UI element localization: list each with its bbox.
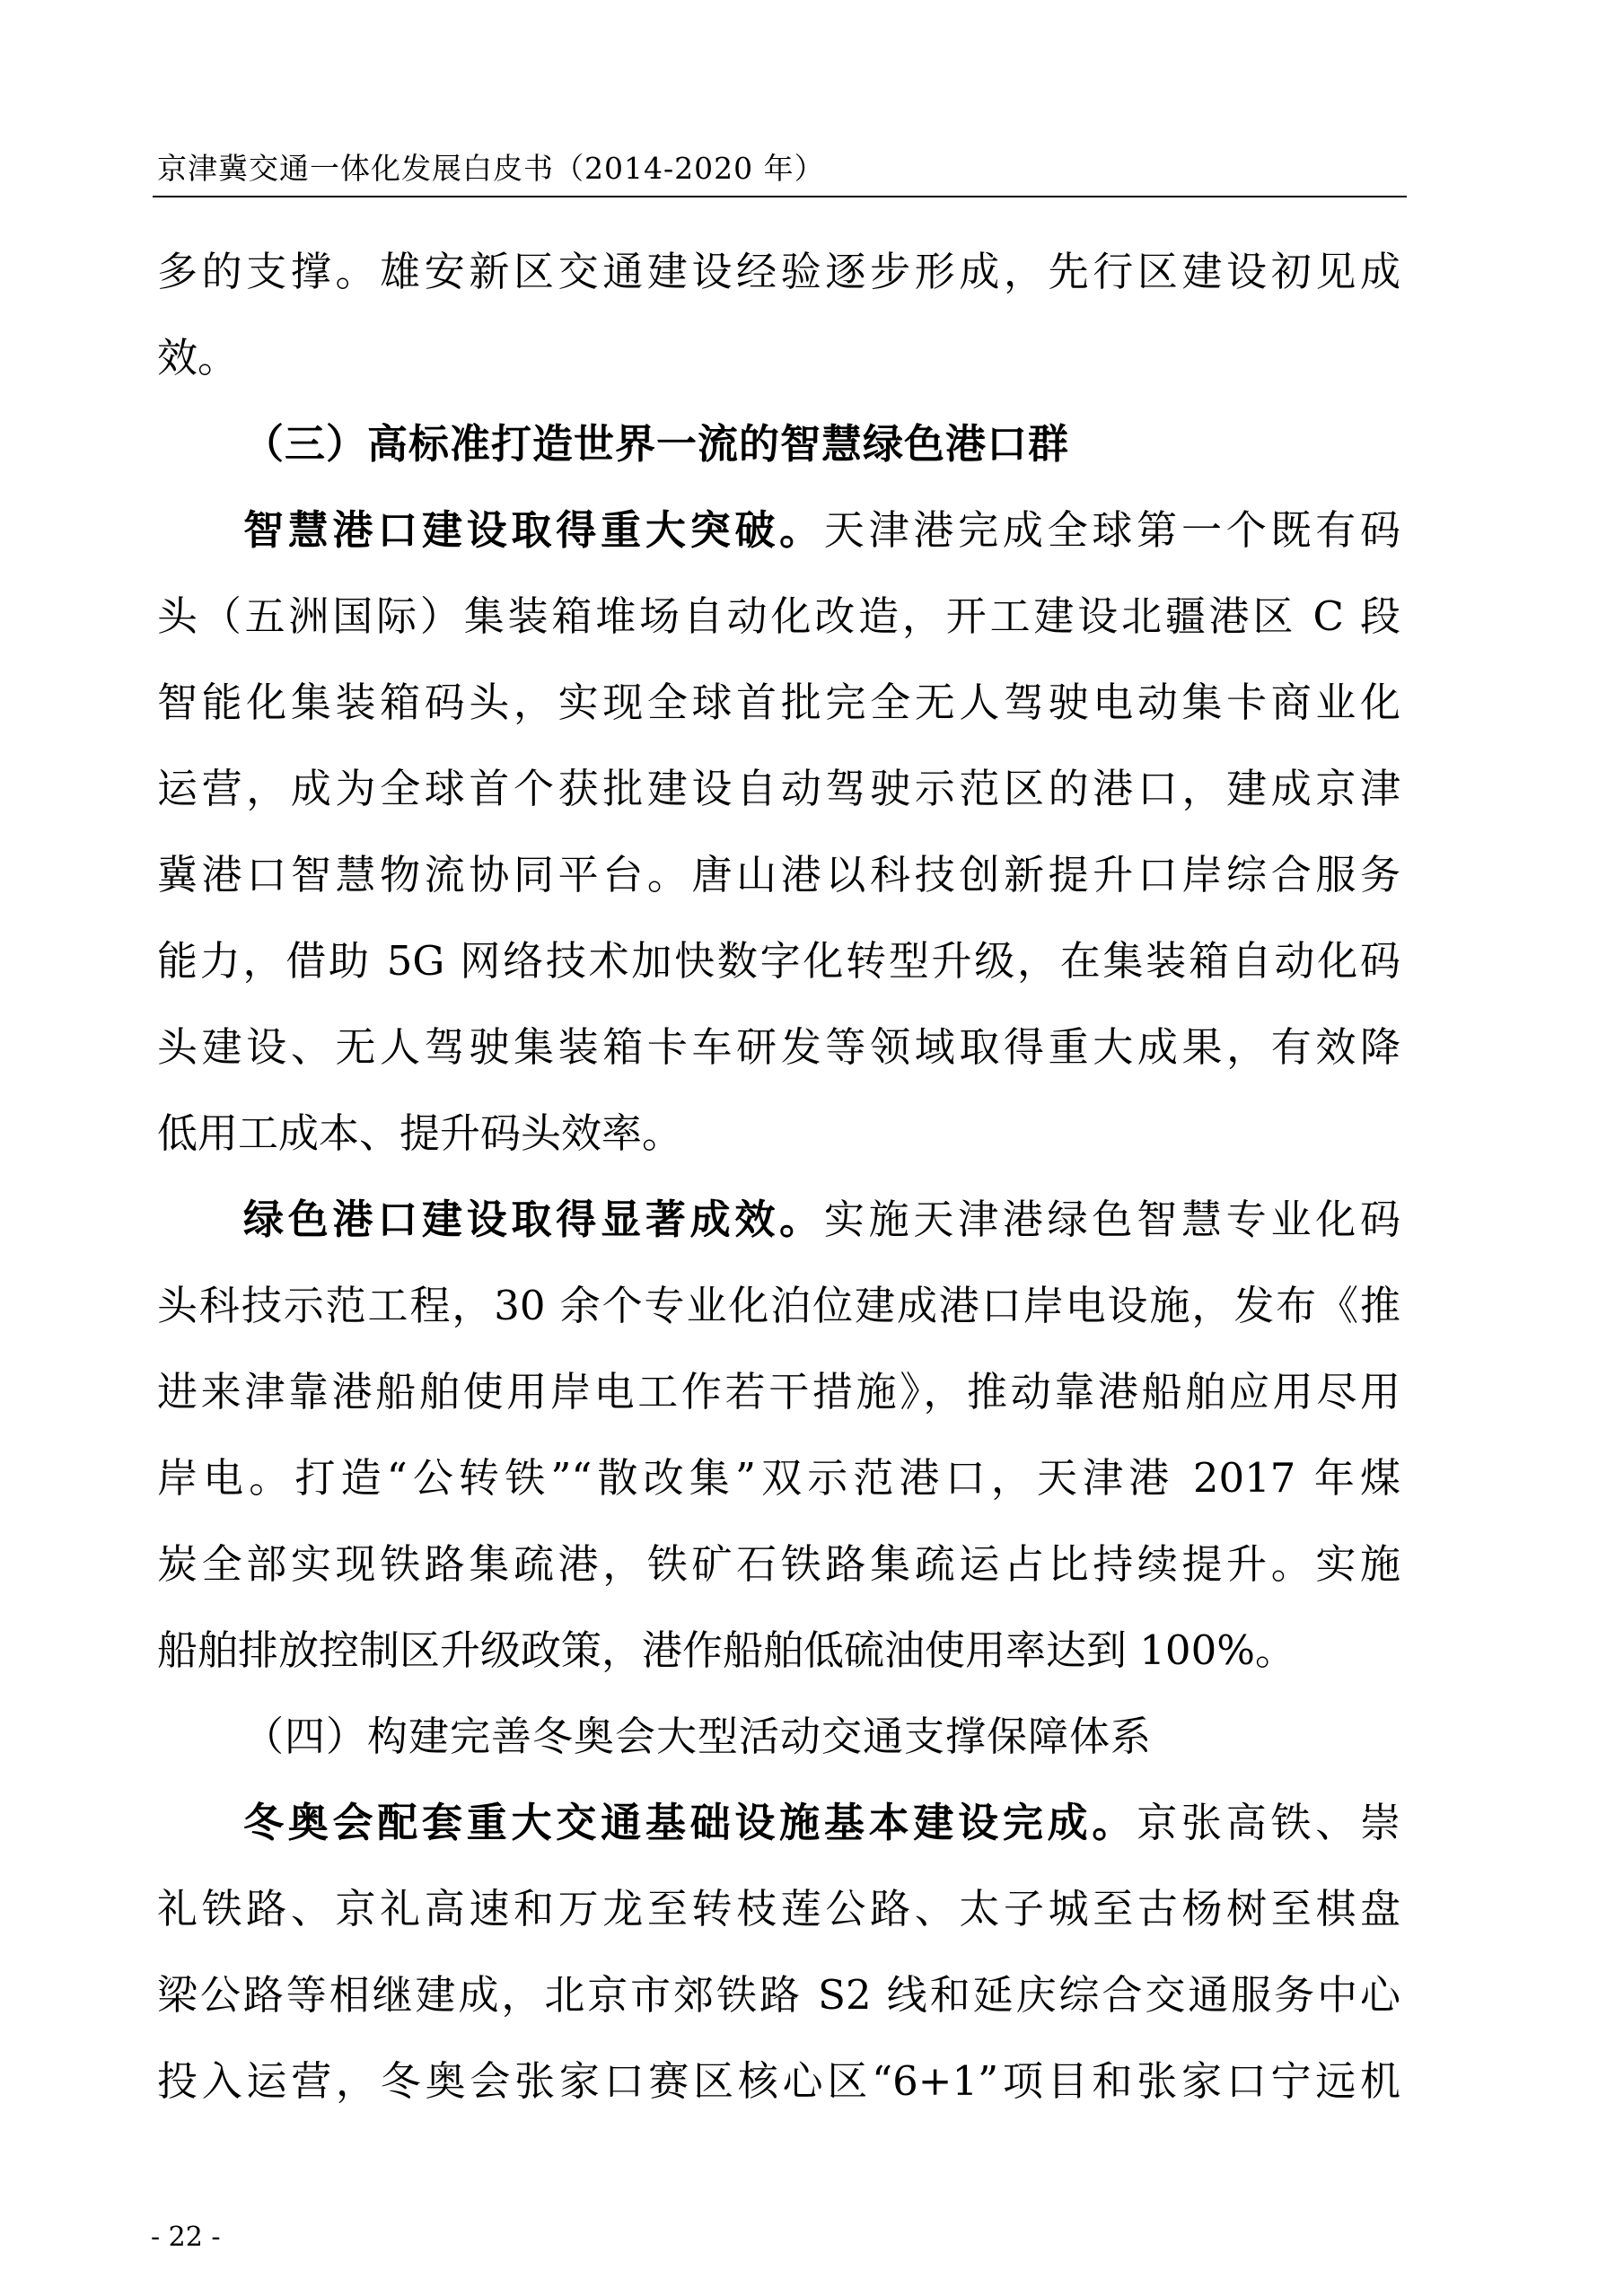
line-text: 炭全部实现铁路集疏港，铁矿石铁路集疏运占比持续提升。实施 — [157, 1540, 1400, 1588]
paragraph-lead: 绿色港口建设取得显著成效。 — [243, 1196, 824, 1243]
text-line — [157, 660, 1400, 746]
header-rule — [153, 196, 1407, 197]
line-text: 效。 — [157, 334, 239, 381]
text-line — [157, 1866, 1400, 1952]
page-number: - 22 - — [151, 2222, 221, 2253]
line-text: （四）构建完善冬奥会大型活动交通支撑保障体系 — [243, 1713, 1153, 1760]
text-line — [157, 1435, 1400, 1521]
line-text: 低用工成本、提升码头效率。 — [157, 1109, 683, 1157]
line-text: 头（五洲国际）集装箱堆场自动化改造，开工建设北疆港区 C 段 — [157, 592, 1400, 640]
text-line — [157, 2038, 1400, 2125]
text-line — [157, 1091, 1400, 1177]
heading-line — [157, 401, 1400, 487]
subheading-line — [157, 1694, 1400, 1780]
text-line — [157, 1349, 1400, 1435]
text-line — [157, 574, 1400, 660]
line-text: 进来津靠港船舶使用岸电工作若干措施》，推动靠港船舶应用尽用 — [157, 1368, 1400, 1415]
body-text — [157, 229, 1400, 2125]
text-line — [157, 315, 1400, 401]
text-line — [157, 1004, 1400, 1091]
text-line — [157, 487, 1400, 574]
text-line — [157, 832, 1400, 918]
text-line — [157, 1177, 1400, 1263]
line-text: 天津港完成全球第一个既有码 — [823, 506, 1400, 554]
line-text: 能力，借助 5G 网络技术加快数字化转型升级，在集装箱自动化码 — [157, 937, 1400, 985]
line-text: （三）高标准打造世界一流的智慧绿色港口群 — [243, 420, 1070, 468]
text-line — [157, 746, 1400, 832]
text-line — [157, 229, 1400, 315]
line-text: 多的支撑。雄安新区交通建设经验逐步形成，先行区建设初见成 — [157, 248, 1400, 295]
line-text: 投入运营，冬奥会张家口赛区核心区“6+1”项目和张家口宁远机 — [157, 2057, 1400, 2105]
line-text: 船舶排放控制区升级政策，港作船舶低硫油使用率达到 100%。 — [157, 1626, 1295, 1674]
paragraph-lead: 智慧港口建设取得重大突破。 — [243, 506, 824, 554]
line-text: 冀港口智慧物流协同平台。唐山港以科技创新提升口岸综合服务 — [157, 851, 1400, 898]
paragraph-lead: 冬奥会配套重大交通基础设施基本建设完成。 — [243, 1799, 1137, 1846]
text-line — [157, 918, 1400, 1004]
running-header: 京津冀交通一体化发展白皮书（2014-2020 年） — [157, 151, 825, 186]
text-line — [157, 1952, 1400, 2038]
line-text: 岸电。打造“公转铁”“散改集”双示范港口，天津港 2017 年煤 — [157, 1454, 1400, 1502]
text-line — [157, 1521, 1400, 1608]
line-text: 头科技示范工程，30 余个专业化泊位建成港口岸电设施，发布《推 — [157, 1282, 1400, 1329]
line-text: 礼铁路、京礼高速和万龙至转枝莲公路、太子城至古杨树至棋盘 — [157, 1885, 1400, 1932]
line-text: 梁公路等相继建成，北京市郊铁路 S2 线和延庆综合交通服务中心 — [157, 1971, 1400, 2019]
line-text: 实施天津港绿色智慧专业化码 — [823, 1196, 1400, 1243]
text-line — [157, 1780, 1400, 1866]
text-line — [157, 1263, 1400, 1349]
line-text: 运营，成为全球首个获批建设自动驾驶示范区的港口，建成京津 — [157, 765, 1400, 812]
line-text: 京张高铁、崇 — [1137, 1799, 1400, 1846]
line-text: 智能化集装箱码头，实现全球首批完全无人驾驶电动集卡商业化 — [157, 679, 1400, 726]
text-line — [157, 1608, 1400, 1694]
line-text: 头建设、无人驾驶集装箱卡车研发等领域取得重大成果，有效降 — [157, 1023, 1400, 1071]
